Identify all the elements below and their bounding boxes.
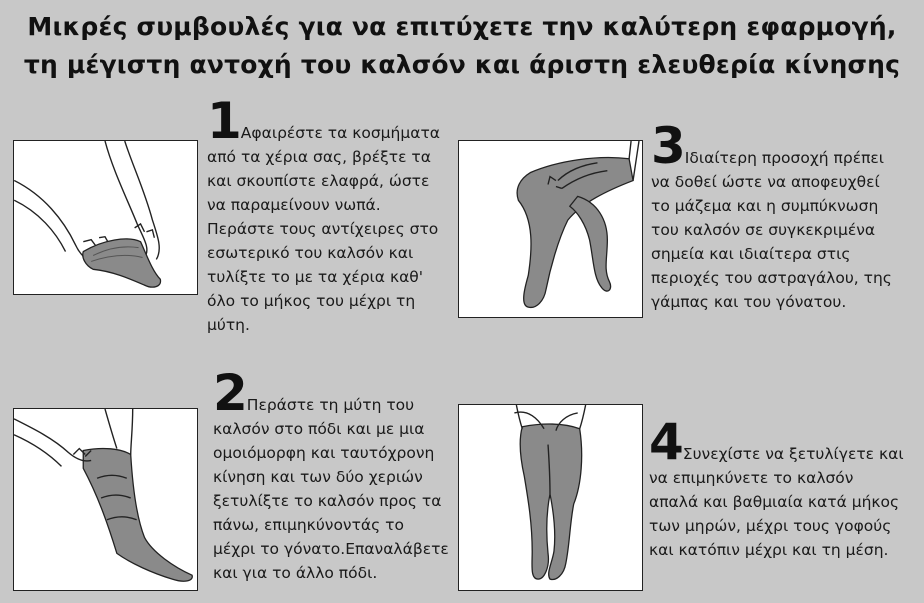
- step-2-line-8: και για το άλλο πόδι.: [213, 564, 378, 582]
- step-3-number: 3: [651, 117, 684, 175]
- step-3-line-1: Ιδιαίτερη προσοχή πρέπει: [684, 149, 885, 167]
- step-4-line-3: απαλά και βαθμιαία κατά μήκος: [649, 493, 900, 511]
- step-2-line-5: ξετυλίξτε το καλσόν προς τα: [213, 492, 442, 510]
- step-3-line-3: το μάζεμα και η συμπύκνωση: [651, 197, 879, 215]
- hands-rolling-stocking-icon: [14, 141, 197, 294]
- legs-smoothing-icon: [459, 141, 642, 317]
- step-4: [649, 413, 904, 562]
- illustration-step-2: [13, 408, 198, 591]
- step-3-line-5: σημεία και ιδιαίτερα στις: [651, 245, 851, 263]
- step-3-line-6: περιοχές του αστραγάλου, της: [651, 269, 892, 287]
- step-1-line-6: εσωτερικό του καλσόν και: [207, 244, 414, 262]
- step-2-line-3: ομοιόμορφη και ταυτόχρονη: [213, 444, 435, 462]
- step-4-number: 4: [649, 413, 682, 471]
- step-2: [213, 364, 449, 585]
- step-1-line-1: Αφαιρέστε τα κοσμήματα: [240, 124, 440, 142]
- step-1-line-4: να παραμείνουν νωπά.: [207, 196, 381, 214]
- step-4-line-4: των μηρών, μέχρι τους γοφούς: [649, 517, 892, 535]
- step-4-line-1: Συνεχίστε να ξετυλίγετε και: [682, 445, 904, 463]
- step-2-line-1: Περάστε τη μύτη του: [246, 396, 415, 414]
- step-2-line-4: κίνηση και των δύο χεριών: [213, 468, 423, 486]
- title-line-2: τη μέγιστη αντοχή του καλσόν και άριστη ελευθερία κίνησης: [23, 50, 901, 79]
- step-4-line-5: και κατόπιν μέχρι και τη μέση.: [649, 541, 889, 559]
- step-3-line-2: να δοθεί ώστε να αποφευχθεί: [651, 173, 880, 191]
- illustration-step-3: [458, 140, 643, 318]
- step-2-number: 2: [213, 364, 246, 422]
- step-1-line-8: όλο το μήκος του μέχρι τη: [207, 292, 416, 310]
- step-1-line-2: από τα χέρια σας, βρέξτε τα: [207, 148, 431, 166]
- stocking-on-foot-icon: [14, 409, 197, 590]
- step-1-number: 1: [207, 92, 240, 150]
- step-1-line-9: μύτη.: [207, 316, 250, 334]
- illustration-step-4: [458, 404, 643, 591]
- step-1-line-5: Περάστε τους αντίχειρες στο: [207, 220, 439, 238]
- step-1-line-3: και σκουπίστε ελαφρά, ώστε: [207, 172, 430, 190]
- full-legs-pantyhose-icon: [459, 405, 642, 590]
- step-2-line-2: καλσόν στο πόδι και με μια: [213, 420, 425, 438]
- step-2-line-7: μέχρι το γόνατο.Επαναλάβετε: [213, 540, 449, 558]
- title-line-1: Μικρές συμβουλές για να επιτύχετε την καλύτερη εφαρμογή,: [27, 12, 897, 41]
- step-3: [651, 117, 892, 314]
- step-3-line-4: του καλσόν σε συγκεκριμένα: [651, 221, 876, 239]
- step-4-line-2: να επιμηκύνετε το καλσόν: [649, 469, 854, 487]
- illustration-step-1: [13, 140, 198, 295]
- step-3-line-7: γάμπας και του γόνατου.: [651, 293, 847, 311]
- step-1-line-7: τυλίξτε το με τα χέρια καθ': [207, 268, 424, 286]
- page-title: [0, 8, 924, 84]
- step-2-line-6: πάνω, επιμηκύνοντάς το: [213, 516, 404, 534]
- step-1: [207, 92, 440, 337]
